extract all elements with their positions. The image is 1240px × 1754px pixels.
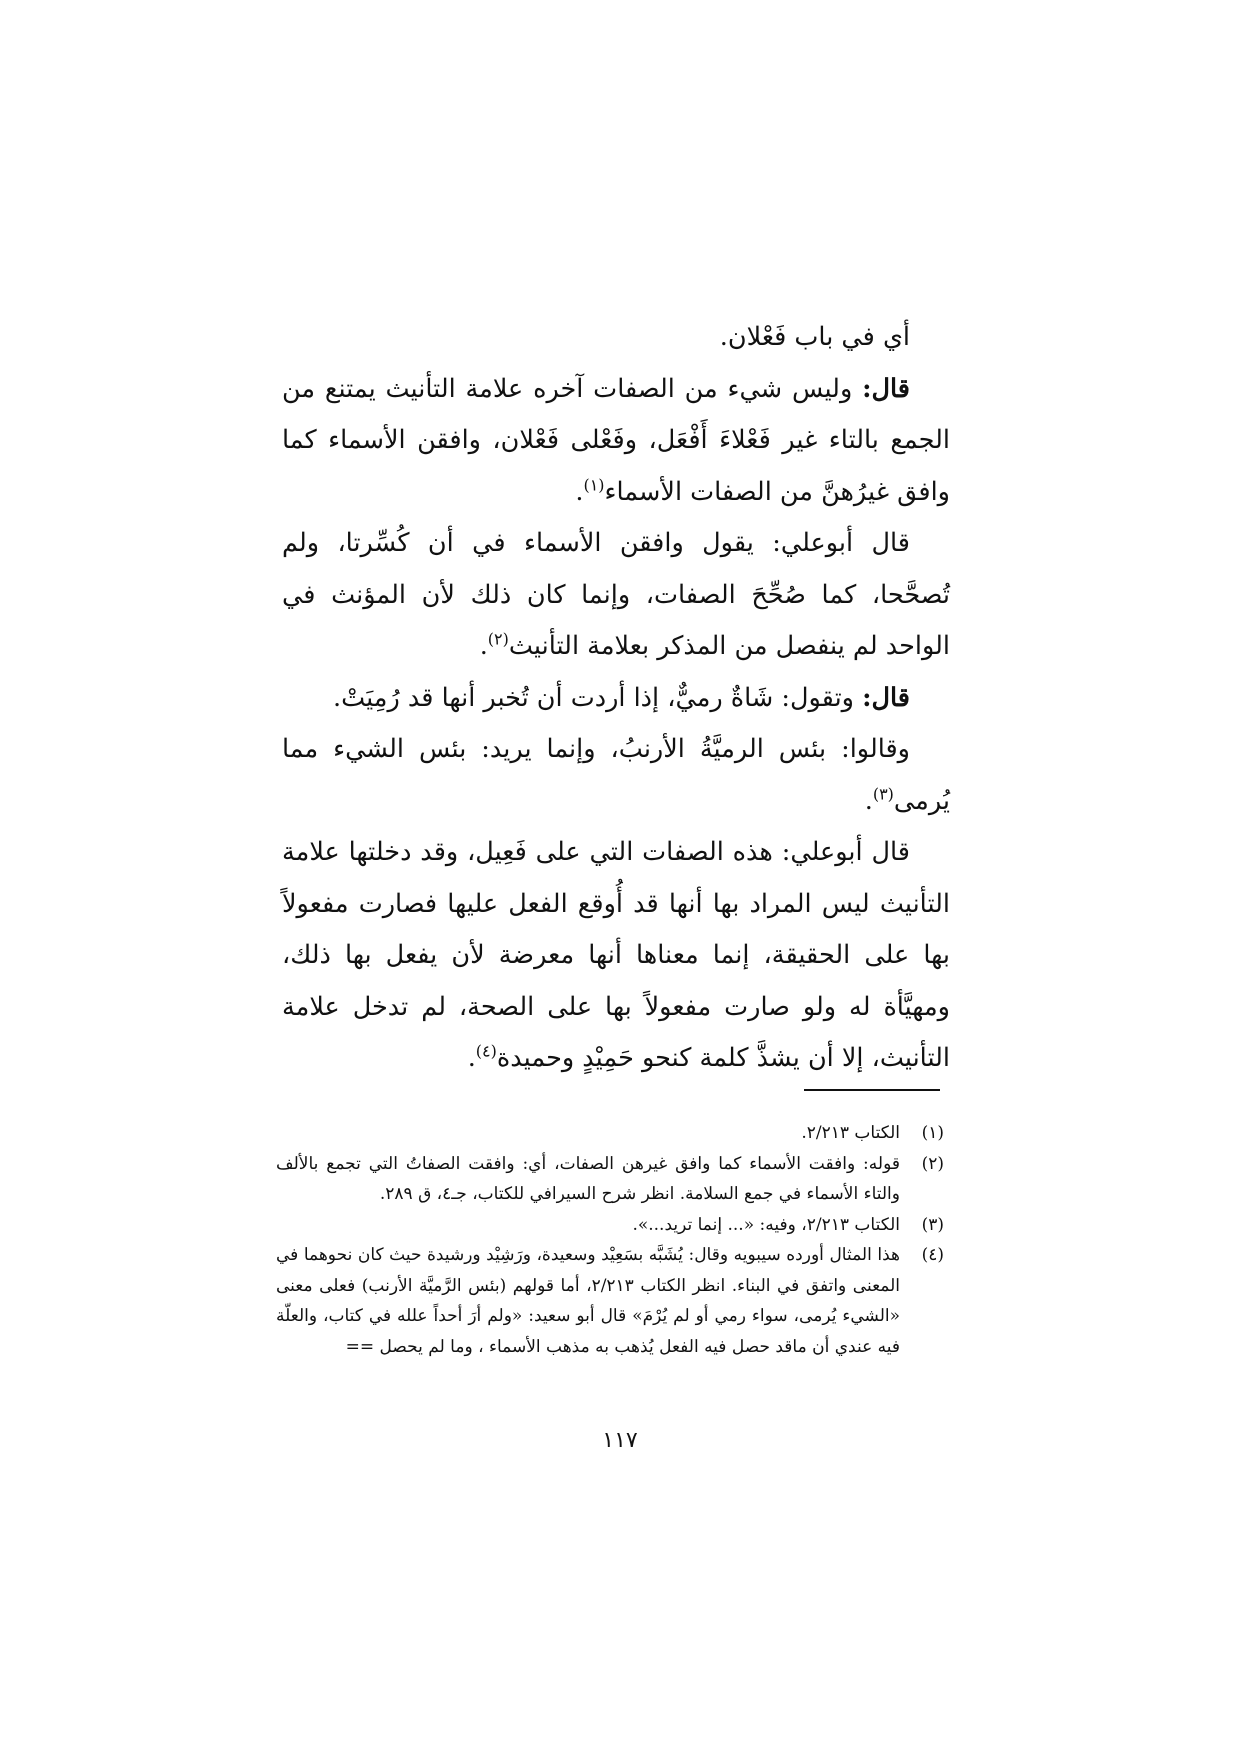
qal-label: قال: bbox=[862, 373, 910, 404]
main-text bbox=[282, 312, 950, 1085]
footnote-2 bbox=[276, 1149, 944, 1210]
paragraph-4: قال: وتقول: شَاةٌ رميٌّ، إذا أردت أن تُخبر أنها قد رُمِيَتْ. bbox=[332, 682, 910, 713]
paragraph-6: قال أبوعلي: هذه الصفات التي على فَعِيل، وقد دخلتها علامة التأنيث ليس المراد بها أنها قد أُوقع الفعل عليها فصارت مفعولاً بها على الحقيقة، إنما معناها أنها معرضة لأن يفعل بها ذلك، ومهيَّأة له ولو صارت مفعولاً بها على الصحة، لم تدخل علامة التأنيث، إلا أن يشذَّ كلمة كنحو حَمِيْدٍ وحميدة$^{(٤)}$. bbox=[282, 837, 950, 1073]
footnote-divider bbox=[804, 1089, 940, 1091]
paragraph-3: قال أبوعلي: يقول وافقن الأسماء في أن كُسِّرتا، ولم تُصحَّحا، كما صُحِّحَ الصفات، وإنما كان ذلك لأن المؤنث في الواحد لم ينفصل من المذكر بعلامة التأنيث$^{(٢)}$. bbox=[282, 528, 950, 661]
footnote-1 bbox=[276, 1118, 944, 1149]
page-number: ١١٧ bbox=[602, 1428, 638, 1453]
qal-label: قال: bbox=[862, 682, 910, 713]
footnote-number: (٣) bbox=[921, 1214, 944, 1235]
paragraph-1: أي في باب فَعْلان. bbox=[719, 322, 910, 352]
footnote-ref-3[interactable]: (٣) bbox=[872, 784, 894, 803]
footnote-ref-4[interactable]: (٤) bbox=[475, 1041, 497, 1061]
footnote-text: الكتاب ٢/٢١٣. bbox=[801, 1123, 900, 1143]
footnote-text: قوله: وافقت الأسماء كما وافق غيرهن الصفات، أي: وافقت الصفاتُ التي تجمع بالألف والتاء الأسماء في جمع السلامة. انظر شرح السيرافي للكتاب، جـ٤، ق ٢٨٩. bbox=[276, 1153, 900, 1204]
footnote-4 bbox=[276, 1240, 944, 1362]
footnote-number: (٢) bbox=[921, 1153, 944, 1174]
footnote-3 bbox=[276, 1210, 944, 1241]
footnote-text: هذا المثال أورده سيبويه وقال: يُشَبَّه بسَعِيْد وسعيدة، ورَشِيْد ورشيدة حيث كان نحوهما في المعنى واتفق في البناء. انظر الكتاب ٢/٢١٣، أما قولهم (بئس الرَّميَّة الأرنب) فعلى معنى «الشيء يُرمى، سواء رمي أو لم يُرْمَ» قال أبو سعيد: «ولم أرَ أحداً علله في كتاب، والعلّة فيه عندي أن ماقد حصل فيه الفعل يُذهب به مذهب الأسماء ، وما لم يحصل == bbox=[276, 1245, 901, 1357]
footnote-number: (١) bbox=[921, 1123, 944, 1143]
footnote-ref-1[interactable]: (١) bbox=[583, 475, 605, 494]
paragraph-5: وقالوا: بئس الرميَّةُ الأرنبُ، وإنما يريد: بئس الشيء مما يُرمى$^{(٣)}$. bbox=[282, 734, 950, 816]
footnote-text: الكتاب ٢/٢١٣، وفيه: «... إنما تريد...». bbox=[632, 1214, 900, 1235]
footnote-number: (٤) bbox=[921, 1245, 944, 1265]
footnote-ref-2[interactable]: (٢) bbox=[487, 629, 509, 649]
footnotes bbox=[276, 1118, 944, 1362]
paragraph-2: قال: وليس شيء من الصفات آخره علامة التأنيث يمتنع من الجمع بالتاء غير فَعْلاءَ أَفْعَل، وفَعْلى فَعْلان، وافقن الأسماء كما وافق غيرُهنَّ من الصفات الأسماء$^{(١)}$. bbox=[282, 373, 950, 507]
